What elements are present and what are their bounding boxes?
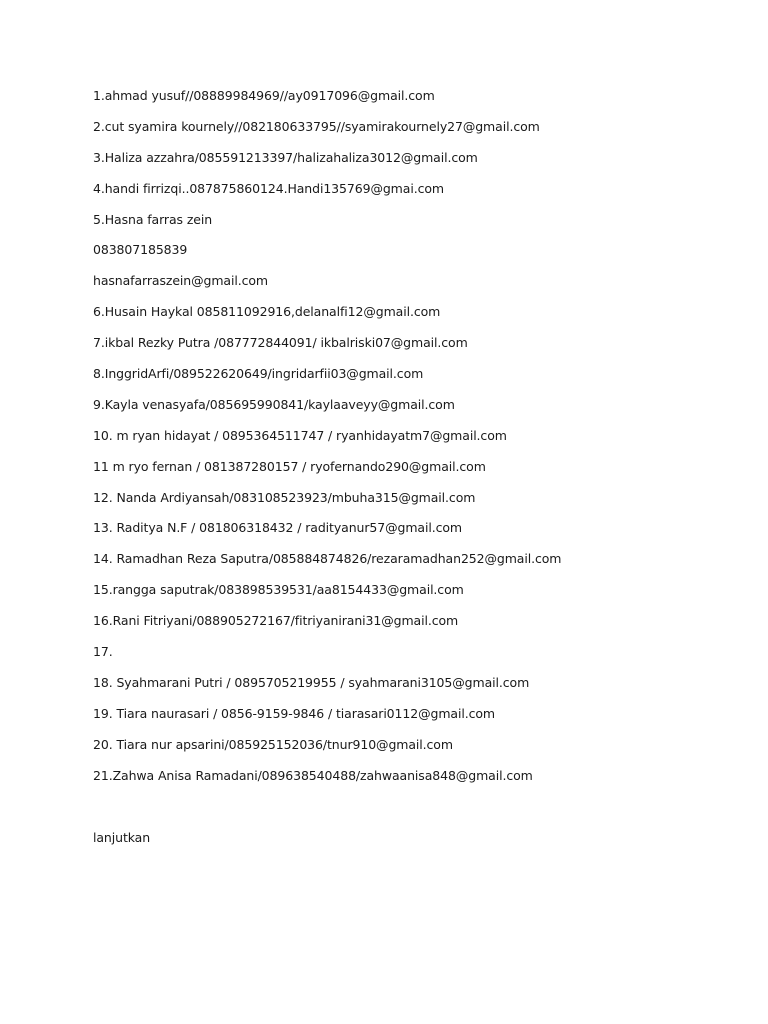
list-item: 4.handi firrizqi..087875860124.Handi135769@gmai.com [93, 180, 444, 196]
list-item: 2.cut syamira kournely//082180633795//syamirakournely27@gmail.com [93, 118, 540, 134]
list-item: 5.Hasna farras zein [93, 211, 213, 227]
contact-list [93, 86, 733, 796]
list-item: 083807185839 [93, 242, 188, 258]
list-item: 18. Syahmarani Putri / 0895705219955 / syahmarani3105@gmail.com [93, 674, 530, 690]
list-item: 16.Rani Fitriyani/088905272167/fitriyanirani31@gmail.com [93, 613, 459, 629]
list-item: hasnafarraszein@gmail.com [93, 273, 269, 289]
list-item: 13. Raditya N.F / 081806318432 / radityanur57@gmail.com [93, 520, 462, 536]
list-item: 6.Husain Haykal 085811092916,delanalfi12@gmail.com [93, 304, 441, 320]
list-item: 9.Kayla venasyafa/085695990841/kaylaaveyy@gmail.com [93, 396, 455, 412]
list-item: 8.InggridArfi/089522620649/ingridarfii03@gmail.com [93, 366, 424, 382]
list-item: 3.Haliza azzahra/085591213397/halizahaliza3012@gmail.com [93, 149, 478, 165]
list-item: 14. Ramadhan Reza Saputra/085884874826/rezaramadhan252@gmail.com [93, 551, 562, 567]
list-item: 17. [93, 644, 113, 660]
list-item: 7.ikbal Rezky Putra /087772844091/ ikbalriski07@gmail.com [93, 335, 468, 351]
footer-text: lanjutkan [93, 830, 151, 845]
list-item: 20. Tiara nur apsarini/085925152036/tnur910@gmail.com [93, 736, 453, 752]
list-item: 10. m ryan hidayat / 0895364511747 / ryanhidayatm7@gmail.com [93, 427, 507, 443]
list-item: 1.ahmad yusuf//08889984969//ay0917096@gmail.com [93, 88, 435, 103]
list-item: 21.Zahwa Anisa Ramadani/089638540488/zahwaanisa848@gmail.com [93, 767, 533, 783]
list-item: 19. Tiara naurasari / 0856-9159-9846 / tiarasari0112@gmail.com [93, 705, 495, 721]
list-item: 15.rangga saputrak/083898539531/aa8154433@gmail.com [93, 582, 464, 598]
list-item: 12. Nanda Ardiyansah/083108523923/mbuha315@gmail.com [93, 489, 476, 505]
list-item: 11 m ryo fernan / 081387280157 / ryofernando290@gmail.com [93, 458, 486, 474]
